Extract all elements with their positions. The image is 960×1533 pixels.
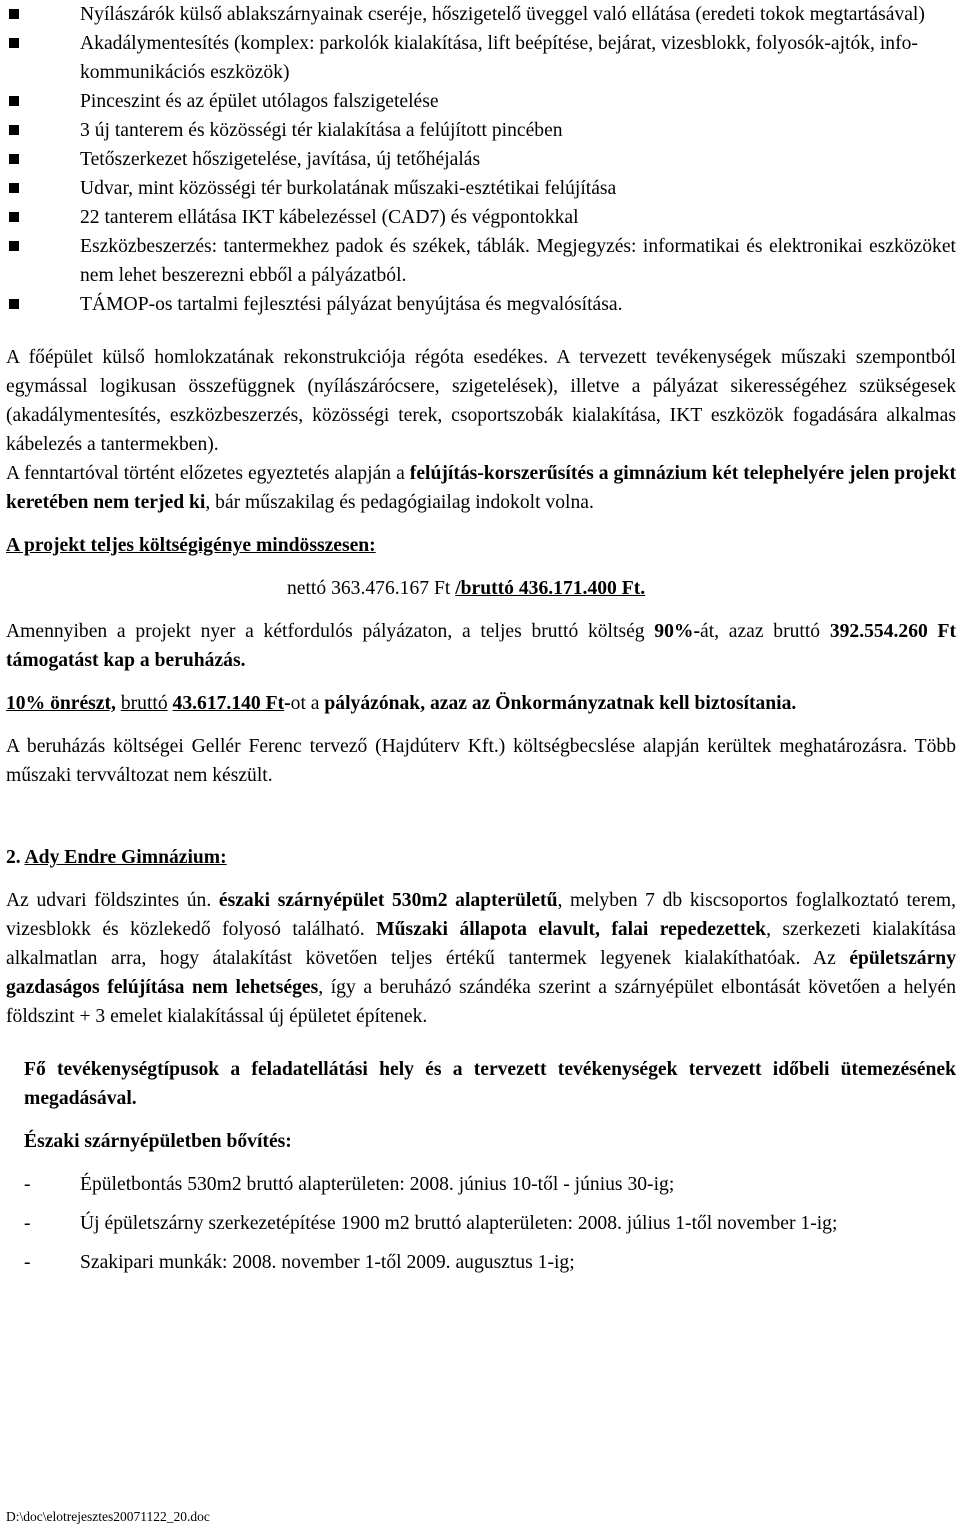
text-run: Amennyiben a projekt nyer a kétfordulós pályázaton, a teljes bruttó költség bbox=[6, 621, 655, 642]
paragraph-self-contribution bbox=[6, 689, 956, 718]
activity-heading bbox=[6, 1055, 956, 1113]
list-item: - Új épületszárny szerkezetépítése 1900 m2 bruttó alapterületen: 2008. július 1-től november 1-ig; bbox=[24, 1209, 956, 1238]
section-heading bbox=[6, 843, 956, 872]
emphasis-text: 392.554.260 Ft támogatást kap a beruházás. bbox=[6, 621, 956, 671]
gross-cost: /bruttó 436.171.400 Ft. bbox=[455, 578, 646, 599]
emphasis-text: 90%- bbox=[654, 621, 701, 642]
section-title: Ady Endre Gimnázium: bbox=[24, 847, 227, 868]
paragraph-maintainer bbox=[6, 459, 956, 517]
emphasis-text: 43.617.140 Ft bbox=[172, 693, 285, 714]
list-item: Tetőszerkezet hőszigetelése, javítása, új tetőhéjalás bbox=[6, 145, 956, 174]
list-item: - Szakipari munkák: 2008. november 1-től 2009. augusztus 1-ig; bbox=[24, 1248, 956, 1277]
list-item: Eszközbeszerzés: tantermekhez padok és székek, táblák. Megjegyzés: informatikai és elektronikai eszközöket nem lehet beszerezni ebből a pályázatból. bbox=[6, 232, 956, 290]
section-number: 2. bbox=[6, 847, 25, 868]
list-item: 3 új tanterem és közösségi tér kialakítása a felújított pincében bbox=[6, 116, 956, 145]
cost-total-line bbox=[6, 574, 956, 603]
text-run: - bbox=[284, 693, 291, 714]
list-item: Udvar, mint közösségi tér burkolatának műszaki-esztétikai felújítása bbox=[6, 174, 956, 203]
list-item: TÁMOP-os tartalmi fejlesztési pályázat benyújtása és megvalósítása. bbox=[6, 290, 956, 319]
cost-heading-text: A projekt teljes költségigénye mindösszesen: bbox=[6, 535, 376, 556]
footer-file-path: D:\doc\elotrejesztes20071122_20.doc bbox=[6, 1509, 210, 1524]
text-run: , bár műszakilag és pedagógiailag indokolt volna. bbox=[205, 492, 594, 513]
emphasis-text: Műszaki állapota elavult, falai repedezettek bbox=[376, 919, 767, 940]
activity-bullet-list bbox=[6, 0, 956, 319]
net-cost: nettó 363.476.167 Ft bbox=[287, 578, 456, 599]
activity-heading-text: Fő tevékenységtípusok a feladatellátási hely és a tervezett tevékenységek tervezett időbeli ütemezésének megadásával. bbox=[24, 1059, 956, 1109]
text-run: bruttó bbox=[120, 693, 168, 714]
emphasis-text: északi szárnyépület 530m2 alapterületű bbox=[218, 890, 558, 911]
emphasis-text: felújítás-korszerűsítés a gimnázium két telephelyére jelen projekt keretében nem terjed ki bbox=[6, 463, 956, 513]
paragraph-cost-estimate: A beruházás költségei Gellér Ferenc tervező (Hajdúterv Kft.) költségbecslése alapján kerültek meghatározásra. Több műszaki tervváltozat nem készült. bbox=[6, 736, 956, 786]
north-wing-heading-text: Északi szárnyépületben bővítés: bbox=[24, 1131, 292, 1152]
text-run: , melyben 7 db kiscsoportos foglalkoztató terem, vizesblokk és közlekedő folyosó található. bbox=[6, 890, 956, 940]
list-item: Nyílászárók külső ablakszárnyainak cseréje, hőszigetelő üveggel való ellátása (eredeti tokok megtartásával) bbox=[6, 0, 956, 29]
text-run: ot a bbox=[290, 693, 325, 714]
text-run: Az udvari földszintes ún. bbox=[6, 890, 219, 911]
list-item: - Épületbontás 530m2 bruttó alapterületen: 2008. június 10-től - június 30-ig; bbox=[24, 1170, 956, 1199]
paragraph-funding bbox=[6, 617, 956, 675]
list-item: Pinceszint és az épület utólagos falszigetelése bbox=[6, 87, 956, 116]
emphasis-text: pályázónak, azaz az Önkormányzatnak kell biztosítania. bbox=[324, 693, 797, 714]
text-run: A fenntartóval történt előzetes egyeztetés alapján a bbox=[6, 463, 410, 484]
text-run: át, azaz bruttó bbox=[700, 621, 830, 642]
north-wing-heading bbox=[6, 1127, 956, 1156]
schedule-list bbox=[6, 1170, 956, 1277]
cost-heading bbox=[6, 531, 956, 560]
text-run: , így a beruházó szándéka szerint a szárnyépület elbontását követően a helyén földszint + 3 emelet kialakítással új épületet építenek. bbox=[6, 977, 956, 1027]
document-page bbox=[6, 0, 956, 1287]
emphasis-text: épületszárny gazdaságos felújítása nem lehetséges bbox=[6, 948, 956, 998]
paragraph-north-wing bbox=[6, 886, 956, 1031]
paragraph-facade: A főépület külső homlokzatának rekonstrukciója régóta esedékes. A tervezett tevékenységek műszaki szempontból egymással logikusan összefüggnek (nyílászárócsere, szigetelések), illetve a pályázat sikerességéhez szükségesek (akadálymentesítés, eszközbeszerzés, közösségi terek, csoportszobák kialakítása, IKT eszközök fogadására alkalmas kábelezés a tantermekben). bbox=[6, 347, 956, 455]
text-run: , szerkezeti kialakítása alkalmatlan arra, hogy átalakítást követően teljes értékű tantermek legyenek kialakíthatóak. Az bbox=[6, 919, 956, 969]
list-item: Akadálymentesítés (komplex: parkolók kialakítása, lift beépítése, bejárat, vizesblokk, folyosók-ajtók, info-kommunikációs eszközök) bbox=[6, 29, 956, 87]
list-item: 22 tanterem ellátása IKT kábelezéssel (CAD7) és végpontokkal bbox=[6, 203, 956, 232]
emphasis-text: 10% önrészt, bbox=[6, 693, 116, 714]
